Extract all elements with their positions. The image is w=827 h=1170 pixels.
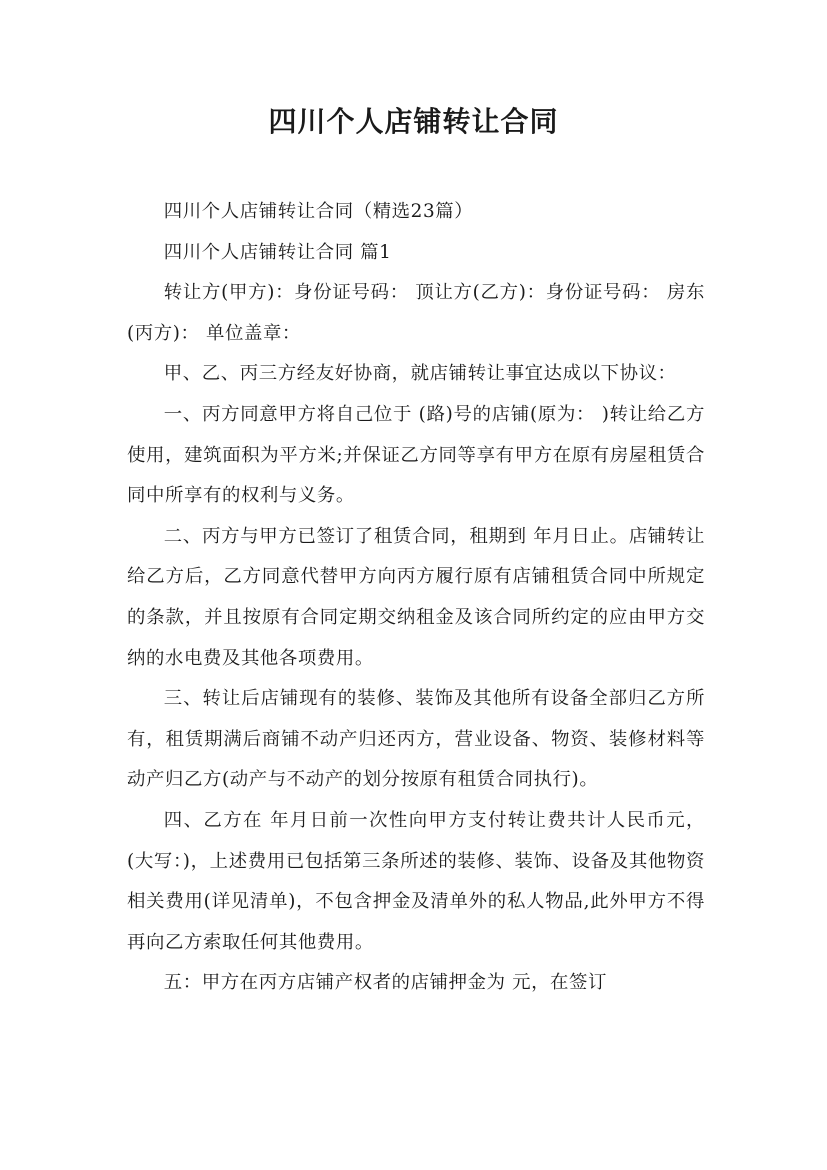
- paragraph-parties: 转让方(甲方)：身份证号码： 顶让方(乙方)：身份证号码： 房东(丙方)： 单位盖章：: [127, 282, 705, 344]
- paragraph-section-heading: 四川个人店铺转让合同 篇1: [163, 241, 392, 263]
- paragraph-clause-4: 四、乙方在 年月日前一次性向甲方支付转让费共计人民币元，(大写：)，上述费用已包括第三条所述的装修、装饰、设备及其他物资相关费用(详见清单)，不包含押金及清单外的私人物品,此外甲方不得再向乙方索取任何其他费用。: [127, 809, 705, 953]
- paragraph-clause-3: 三、转让后店铺现有的装修、装饰及其他所有设备全部归乙方所有，租赁期满后商铺不动产归还丙方，营业设备、物资、装修材料等动产归乙方(动产与不动产的划分按原有租赁合同执行)。: [127, 688, 705, 791]
- paragraph-preamble: 甲、乙、丙三方经友好协商，就店铺转让事宜达成以下协议：: [163, 363, 677, 385]
- paragraph-clause-5: 五：甲方在丙方店铺产权者的店铺押金为 元，在签订: [163, 972, 608, 994]
- document-title: 四川个人店铺转让合同: [268, 105, 559, 138]
- paragraph-clause-1: 一、丙方同意甲方将自己位于 (路)号的店铺(原为： )转让给乙方使用，建筑面积为平方米;并保证乙方同等享有甲方在原有房屋租赁合同中所享有的权利与义务。: [127, 403, 705, 507]
- document-body: [127, 192, 705, 1004]
- paragraph-clause-2: 二、丙方与甲方已签订了租赁合同，租期到 年月日止。店铺转让给乙方后，乙方同意代替甲方向丙方履行原有店铺租赁合同中所规定的条款，并且按原有合同定期交纳租金及该合同所约定的应由甲方交纳的水电费及其他各项费用。: [127, 525, 705, 669]
- paragraph-subtitle: 四川个人店铺转让合同（精选23篇）: [163, 201, 474, 222]
